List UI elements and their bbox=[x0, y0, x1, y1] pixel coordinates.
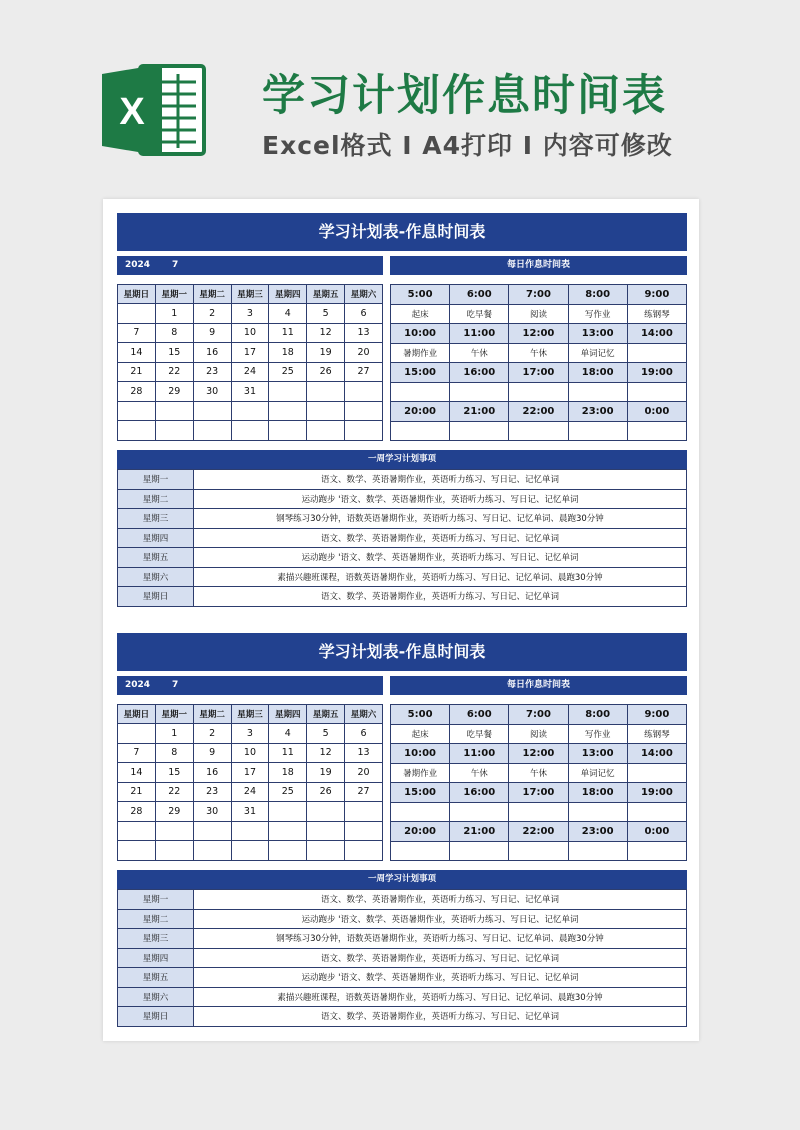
time-cell[interactable]: 9:00 bbox=[627, 705, 686, 725]
time-cell[interactable]: 9:00 bbox=[627, 285, 686, 305]
weekday-label: 星期三 bbox=[118, 509, 194, 529]
calendar-cell[interactable] bbox=[269, 821, 307, 841]
weekday-header: 星期四 bbox=[269, 705, 307, 724]
plan-cell[interactable]: 素描兴趣班课程，语数英语暑期作业，英语听力练习、写日记、记忆单词、晨跑30分钟 bbox=[194, 567, 687, 587]
calendar-cell[interactable] bbox=[345, 382, 383, 402]
calendar-cell[interactable]: 13 bbox=[345, 743, 383, 763]
weekly-plan-row bbox=[118, 968, 687, 988]
activity-cell[interactable]: 写作业 bbox=[568, 304, 627, 324]
activity-cell[interactable] bbox=[627, 763, 686, 783]
weekly-plan-row bbox=[118, 987, 687, 1007]
time-row bbox=[391, 402, 687, 422]
calendar-header-row bbox=[118, 705, 383, 724]
weekly-plan-table bbox=[117, 889, 687, 1027]
calendar-cell[interactable]: 7 bbox=[118, 323, 156, 343]
weekday-label: 星期六 bbox=[118, 987, 194, 1007]
calendar-row bbox=[118, 782, 383, 802]
calendar-cell[interactable] bbox=[345, 421, 383, 441]
year-value[interactable]: 2024 bbox=[125, 680, 151, 690]
time-cell[interactable]: 20:00 bbox=[391, 402, 450, 422]
activity-cell[interactable]: 单词记忆 bbox=[568, 763, 627, 783]
activity-row bbox=[391, 421, 687, 441]
activity-cell[interactable] bbox=[627, 382, 686, 402]
calendar-cell[interactable]: 6 bbox=[345, 724, 383, 744]
calendar-cell[interactable]: 18 bbox=[269, 763, 307, 783]
activity-cell[interactable] bbox=[568, 802, 627, 822]
time-cell[interactable]: 10:00 bbox=[391, 744, 450, 764]
activity-cell[interactable] bbox=[627, 421, 686, 441]
activity-cell[interactable] bbox=[568, 421, 627, 441]
calendar-cell[interactable]: 13 bbox=[345, 323, 383, 343]
calendar-cell[interactable]: 18 bbox=[269, 343, 307, 363]
calendar-row bbox=[118, 382, 383, 402]
calendar-cell[interactable] bbox=[307, 401, 345, 421]
time-cell[interactable]: 13:00 bbox=[568, 744, 627, 764]
time-cell[interactable]: 16:00 bbox=[450, 363, 509, 383]
weekly-plan-row bbox=[118, 587, 687, 607]
month-value[interactable]: 7 bbox=[172, 680, 179, 690]
activity-cell[interactable] bbox=[391, 421, 450, 441]
plan-cell[interactable]: 语文、数学、英语暑期作业，英语听力练习、写日记、记忆单词 bbox=[194, 890, 687, 910]
activity-row bbox=[391, 763, 687, 783]
time-cell[interactable]: 6:00 bbox=[450, 705, 509, 725]
month-value[interactable]: 7 bbox=[172, 260, 179, 270]
calendar-cell[interactable] bbox=[118, 821, 156, 841]
weekly-plan-row bbox=[118, 528, 687, 548]
calendar-cell[interactable] bbox=[118, 724, 156, 744]
calendar-cell[interactable] bbox=[269, 841, 307, 861]
calendar-row bbox=[118, 724, 383, 744]
weekly-plan-row bbox=[118, 1007, 687, 1027]
time-cell[interactable]: 21:00 bbox=[450, 402, 509, 422]
calendar-cell[interactable]: 28 bbox=[118, 802, 156, 822]
weekday-header: 星期一 bbox=[155, 705, 193, 724]
calendar-cell[interactable]: 29 bbox=[155, 802, 193, 822]
time-cell[interactable]: 22:00 bbox=[509, 822, 568, 842]
weekday-header: 星期日 bbox=[118, 285, 156, 304]
calendar-cell[interactable]: 29 bbox=[155, 382, 193, 402]
calendar-cell[interactable]: 22 bbox=[155, 782, 193, 802]
calendar-table bbox=[117, 704, 383, 861]
calendar-header-row bbox=[118, 285, 383, 304]
time-row bbox=[391, 783, 687, 803]
page-header bbox=[0, 0, 800, 190]
activity-cell[interactable] bbox=[627, 343, 686, 363]
plan-cell[interactable]: 语文、数学、英语暑期作业，英语听力练习、写日记、记忆单词 bbox=[194, 470, 687, 490]
time-cell[interactable]: 19:00 bbox=[627, 363, 686, 383]
weekday-label: 星期三 bbox=[118, 929, 194, 949]
calendar-row bbox=[118, 343, 383, 363]
calendar-cell[interactable] bbox=[269, 802, 307, 822]
time-cell[interactable]: 17:00 bbox=[509, 363, 568, 383]
calendar-row bbox=[118, 362, 383, 382]
weekday-label: 星期六 bbox=[118, 567, 194, 587]
sheet-title: 学习计划表-作息时间表 bbox=[117, 213, 687, 251]
sheet-title: 学习计划表-作息时间表 bbox=[117, 633, 687, 671]
calendar-cell[interactable]: 5 bbox=[307, 304, 345, 324]
time-cell[interactable]: 7:00 bbox=[509, 285, 568, 305]
calendar-cell[interactable]: 19 bbox=[307, 763, 345, 783]
calendar-cell[interactable]: 2 bbox=[193, 304, 231, 324]
calendar-cell[interactable] bbox=[269, 401, 307, 421]
calendar-cell[interactable] bbox=[231, 421, 269, 441]
weekday-header: 星期二 bbox=[193, 705, 231, 724]
time-row bbox=[391, 744, 687, 764]
calendar-cell[interactable] bbox=[193, 821, 231, 841]
calendar-cell[interactable]: 17 bbox=[231, 763, 269, 783]
calendar-cell[interactable]: 11 bbox=[269, 743, 307, 763]
activity-cell[interactable]: 练钢琴 bbox=[627, 724, 686, 744]
time-cell[interactable]: 17:00 bbox=[509, 783, 568, 803]
plan-cell[interactable]: 运动跑步 '语文、数学、英语暑期作业，英语听力练习、写日记、记忆单词 bbox=[194, 909, 687, 929]
calendar-cell[interactable]: 7 bbox=[118, 743, 156, 763]
daily-schedule-table bbox=[390, 284, 687, 441]
calendar-cell[interactable]: 16 bbox=[193, 763, 231, 783]
calendar-cell[interactable]: 26 bbox=[307, 782, 345, 802]
calendar-cell[interactable] bbox=[155, 421, 193, 441]
activity-cell[interactable] bbox=[568, 382, 627, 402]
calendar-cell[interactable]: 23 bbox=[193, 362, 231, 382]
calendar-cell[interactable]: 26 bbox=[307, 362, 345, 382]
weekday-header: 星期五 bbox=[307, 705, 345, 724]
weekday-label: 星期五 bbox=[118, 968, 194, 988]
weekday-label: 星期日 bbox=[118, 587, 194, 607]
calendar-cell[interactable]: 8 bbox=[155, 743, 193, 763]
calendar-cell[interactable]: 3 bbox=[231, 724, 269, 744]
calendar-cell[interactable]: 4 bbox=[269, 304, 307, 324]
weekday-label: 星期一 bbox=[118, 890, 194, 910]
time-cell[interactable]: 18:00 bbox=[568, 783, 627, 803]
calendar-row bbox=[118, 841, 383, 861]
time-cell[interactable]: 18:00 bbox=[568, 363, 627, 383]
calendar-cell[interactable] bbox=[118, 841, 156, 861]
activity-cell[interactable]: 午休 bbox=[450, 763, 509, 783]
activity-row bbox=[391, 382, 687, 402]
calendar-cell[interactable] bbox=[345, 841, 383, 861]
time-row bbox=[391, 324, 687, 344]
activity-cell[interactable]: 午休 bbox=[509, 343, 568, 363]
calendar-cell[interactable]: 27 bbox=[345, 362, 383, 382]
calendar-cell[interactable] bbox=[269, 382, 307, 402]
calendar-cell[interactable]: 15 bbox=[155, 763, 193, 783]
daily-schedule-title: 每日作息时间表 bbox=[390, 676, 687, 695]
weekday-label: 星期日 bbox=[118, 1007, 194, 1027]
activity-cell[interactable] bbox=[509, 802, 568, 822]
time-cell[interactable]: 14:00 bbox=[627, 744, 686, 764]
time-row bbox=[391, 363, 687, 383]
plan-cell[interactable]: 语文、数学、英语暑期作业，英语听力练习、写日记、记忆单词 bbox=[194, 528, 687, 548]
calendar-cell[interactable]: 12 bbox=[307, 743, 345, 763]
activity-cell[interactable] bbox=[509, 382, 568, 402]
weekly-plan-row bbox=[118, 909, 687, 929]
time-cell[interactable]: 14:00 bbox=[627, 324, 686, 344]
calendar-cell[interactable]: 9 bbox=[193, 323, 231, 343]
calendar-cell[interactable]: 3 bbox=[231, 304, 269, 324]
activity-cell[interactable] bbox=[450, 382, 509, 402]
weekday-label: 星期一 bbox=[118, 470, 194, 490]
weekday-header: 星期六 bbox=[345, 285, 383, 304]
time-cell[interactable]: 5:00 bbox=[391, 705, 450, 725]
calendar-cell[interactable] bbox=[193, 401, 231, 421]
calendar-row bbox=[118, 821, 383, 841]
calendar-cell[interactable] bbox=[231, 841, 269, 861]
calendar-cell[interactable] bbox=[118, 421, 156, 441]
daily-schedule-title: 每日作息时间表 bbox=[390, 256, 687, 275]
calendar-cell[interactable] bbox=[231, 401, 269, 421]
calendar-cell[interactable]: 22 bbox=[155, 362, 193, 382]
calendar-cell[interactable]: 14 bbox=[118, 763, 156, 783]
time-cell[interactable]: 5:00 bbox=[391, 285, 450, 305]
activity-cell[interactable] bbox=[450, 802, 509, 822]
calendar-cell[interactable] bbox=[269, 421, 307, 441]
schedule-sheet bbox=[117, 633, 687, 1028]
activity-cell[interactable] bbox=[391, 382, 450, 402]
activity-cell[interactable] bbox=[391, 802, 450, 822]
calendar-cell[interactable]: 1 bbox=[155, 304, 193, 324]
schedule-sheet bbox=[117, 213, 687, 608]
activity-cell[interactable]: 练钢琴 bbox=[627, 304, 686, 324]
plan-cell[interactable]: 运动跑步 '语文、数学、英语暑期作业，英语听力练习、写日记、记忆单词 bbox=[194, 489, 687, 509]
time-cell[interactable]: 0:00 bbox=[627, 402, 686, 422]
weekday-header: 星期一 bbox=[155, 285, 193, 304]
activity-cell[interactable]: 单词记忆 bbox=[568, 343, 627, 363]
time-cell[interactable]: 6:00 bbox=[450, 285, 509, 305]
activity-row bbox=[391, 841, 687, 861]
calendar-cell[interactable] bbox=[345, 821, 383, 841]
plan-cell[interactable]: 语文、数学、英语暑期作业，英语听力练习、写日记、记忆单词 bbox=[194, 587, 687, 607]
activity-cell[interactable]: 阅读 bbox=[509, 724, 568, 744]
time-cell[interactable]: 12:00 bbox=[509, 744, 568, 764]
year-month-bar bbox=[117, 676, 383, 695]
time-cell[interactable]: 16:00 bbox=[450, 783, 509, 803]
calendar-cell[interactable] bbox=[193, 841, 231, 861]
document-paper bbox=[103, 199, 699, 1041]
time-cell[interactable]: 20:00 bbox=[391, 822, 450, 842]
calendar-row bbox=[118, 323, 383, 343]
activity-row bbox=[391, 304, 687, 324]
calendar-row bbox=[118, 421, 383, 441]
weekday-header: 星期日 bbox=[118, 705, 156, 724]
weekly-plan-row bbox=[118, 509, 687, 529]
weekly-plan-row bbox=[118, 567, 687, 587]
calendar-cell[interactable]: 4 bbox=[269, 724, 307, 744]
calendar-cell[interactable] bbox=[307, 382, 345, 402]
time-cell[interactable]: 21:00 bbox=[450, 822, 509, 842]
weekday-header: 星期六 bbox=[345, 705, 383, 724]
calendar-row bbox=[118, 743, 383, 763]
activity-cell[interactable] bbox=[509, 841, 568, 861]
calendar-cell[interactable] bbox=[231, 821, 269, 841]
activity-cell[interactable] bbox=[450, 421, 509, 441]
time-cell[interactable]: 15:00 bbox=[391, 363, 450, 383]
activity-cell[interactable] bbox=[568, 841, 627, 861]
calendar-cell[interactable]: 27 bbox=[345, 782, 383, 802]
plan-cell[interactable]: 语文、数学、英语暑期作业，英语听力练习、写日记、记忆单词 bbox=[194, 1007, 687, 1027]
calendar-cell[interactable]: 20 bbox=[345, 343, 383, 363]
activity-row bbox=[391, 724, 687, 744]
plan-cell[interactable]: 素描兴趣班课程，语数英语暑期作业，英语听力练习、写日记、记忆单词、晨跑30分钟 bbox=[194, 987, 687, 1007]
calendar-cell[interactable]: 14 bbox=[118, 343, 156, 363]
calendar-row bbox=[118, 401, 383, 421]
weekly-plan-row bbox=[118, 929, 687, 949]
calendar-cell[interactable]: 31 bbox=[231, 382, 269, 402]
weekly-plan-title: 一周学习计划事项 bbox=[117, 450, 687, 469]
calendar-row bbox=[118, 763, 383, 783]
calendar-row bbox=[118, 802, 383, 822]
calendar-cell[interactable] bbox=[307, 421, 345, 441]
weekly-plan-table bbox=[117, 469, 687, 607]
time-cell[interactable]: 10:00 bbox=[391, 324, 450, 344]
calendar-cell[interactable]: 10 bbox=[231, 743, 269, 763]
weekly-plan-title: 一周学习计划事项 bbox=[117, 870, 687, 889]
activity-cell[interactable] bbox=[391, 841, 450, 861]
time-cell[interactable]: 8:00 bbox=[568, 285, 627, 305]
time-cell[interactable]: 11:00 bbox=[450, 324, 509, 344]
weekday-header: 星期四 bbox=[269, 285, 307, 304]
calendar-cell[interactable]: 12 bbox=[307, 323, 345, 343]
calendar-cell[interactable]: 30 bbox=[193, 802, 231, 822]
time-cell[interactable]: 23:00 bbox=[568, 822, 627, 842]
calendar-cell[interactable]: 23 bbox=[193, 782, 231, 802]
weekday-label: 星期二 bbox=[118, 909, 194, 929]
daily-schedule-table bbox=[390, 704, 687, 861]
calendar-cell[interactable]: 21 bbox=[118, 782, 156, 802]
year-value[interactable]: 2024 bbox=[125, 260, 151, 270]
calendar-cell[interactable]: 25 bbox=[269, 362, 307, 382]
time-cell[interactable]: 8:00 bbox=[568, 705, 627, 725]
activity-cell[interactable] bbox=[509, 421, 568, 441]
calendar-cell[interactable]: 24 bbox=[231, 362, 269, 382]
calendar-cell[interactable]: 1 bbox=[155, 724, 193, 744]
calendar-cell[interactable] bbox=[307, 802, 345, 822]
weekday-label: 星期四 bbox=[118, 948, 194, 968]
calendar-cell[interactable] bbox=[155, 821, 193, 841]
activity-cell[interactable]: 吃早餐 bbox=[450, 724, 509, 744]
calendar-cell[interactable]: 10 bbox=[231, 323, 269, 343]
weekday-label: 星期五 bbox=[118, 548, 194, 568]
weekly-plan-row bbox=[118, 890, 687, 910]
time-cell[interactable]: 13:00 bbox=[568, 324, 627, 344]
calendar-cell[interactable]: 15 bbox=[155, 343, 193, 363]
calendar-cell[interactable] bbox=[155, 401, 193, 421]
activity-cell[interactable]: 午休 bbox=[450, 343, 509, 363]
calendar-cell[interactable] bbox=[193, 421, 231, 441]
activity-cell[interactable]: 吃早餐 bbox=[450, 304, 509, 324]
time-cell[interactable]: 12:00 bbox=[509, 324, 568, 344]
page-title: 学习计划作息时间表 bbox=[262, 71, 667, 121]
time-cell[interactable]: 15:00 bbox=[391, 783, 450, 803]
plan-cell[interactable]: 钢琴练习30分钟，语数英语暑期作业，英语听力练习、写日记、记忆单词、晨跑30分钟 bbox=[194, 929, 687, 949]
time-row bbox=[391, 285, 687, 305]
excel-icon bbox=[100, 60, 208, 160]
calendar-cell[interactable]: 20 bbox=[345, 763, 383, 783]
calendar-cell[interactable]: 30 bbox=[193, 382, 231, 402]
plan-cell[interactable]: 钢琴练习30分钟，语数英语暑期作业，英语听力练习、写日记、记忆单词、晨跑30分钟 bbox=[194, 509, 687, 529]
weekday-header: 星期三 bbox=[231, 705, 269, 724]
page-subtitle: Excel格式 Ⅰ A4打印 Ⅰ 内容可修改 bbox=[262, 131, 673, 160]
calendar-cell[interactable]: 2 bbox=[193, 724, 231, 744]
weekly-plan-row bbox=[118, 948, 687, 968]
calendar-cell[interactable] bbox=[155, 841, 193, 861]
activity-cell[interactable]: 起床 bbox=[391, 724, 450, 744]
calendar-cell[interactable]: 17 bbox=[231, 343, 269, 363]
calendar-cell[interactable]: 6 bbox=[345, 304, 383, 324]
activity-cell[interactable]: 写作业 bbox=[568, 724, 627, 744]
activity-cell[interactable] bbox=[627, 841, 686, 861]
activity-cell[interactable]: 起床 bbox=[391, 304, 450, 324]
calendar-table bbox=[117, 284, 383, 441]
calendar-cell[interactable]: 5 bbox=[307, 724, 345, 744]
calendar-cell[interactable]: 24 bbox=[231, 782, 269, 802]
time-cell[interactable]: 22:00 bbox=[509, 402, 568, 422]
activity-cell[interactable]: 暑期作业 bbox=[391, 763, 450, 783]
plan-cell[interactable]: 运动跑步 '语文、数学、英语暑期作业，英语听力练习、写日记、记忆单词 bbox=[194, 548, 687, 568]
time-row bbox=[391, 705, 687, 725]
time-cell[interactable]: 7:00 bbox=[509, 705, 568, 725]
weekday-label: 星期四 bbox=[118, 528, 194, 548]
calendar-cell[interactable]: 21 bbox=[118, 362, 156, 382]
calendar-cell[interactable] bbox=[307, 841, 345, 861]
plan-cell[interactable]: 运动跑步 '语文、数学、英语暑期作业，英语听力练习、写日记、记忆单词 bbox=[194, 968, 687, 988]
calendar-cell[interactable]: 8 bbox=[155, 323, 193, 343]
activity-cell[interactable] bbox=[627, 802, 686, 822]
activity-cell[interactable]: 午休 bbox=[509, 763, 568, 783]
activity-cell[interactable]: 暑期作业 bbox=[391, 343, 450, 363]
calendar-cell[interactable]: 28 bbox=[118, 382, 156, 402]
logo-letter: X bbox=[119, 91, 145, 133]
time-cell[interactable]: 23:00 bbox=[568, 402, 627, 422]
time-cell[interactable]: 11:00 bbox=[450, 744, 509, 764]
calendar-cell[interactable]: 25 bbox=[269, 782, 307, 802]
activity-row bbox=[391, 343, 687, 363]
calendar-cell[interactable] bbox=[118, 401, 156, 421]
calendar-cell[interactable] bbox=[345, 802, 383, 822]
weekly-plan-row bbox=[118, 548, 687, 568]
calendar-cell[interactable]: 31 bbox=[231, 802, 269, 822]
calendar-cell[interactable]: 11 bbox=[269, 323, 307, 343]
time-row bbox=[391, 822, 687, 842]
activity-cell[interactable]: 阅读 bbox=[509, 304, 568, 324]
calendar-cell[interactable] bbox=[307, 821, 345, 841]
calendar-cell[interactable]: 16 bbox=[193, 343, 231, 363]
weekly-plan-row bbox=[118, 489, 687, 509]
activity-row bbox=[391, 802, 687, 822]
plan-cell[interactable]: 语文、数学、英语暑期作业，英语听力练习、写日记、记忆单词 bbox=[194, 948, 687, 968]
weekday-header: 星期三 bbox=[231, 285, 269, 304]
calendar-row bbox=[118, 304, 383, 324]
calendar-cell[interactable]: 9 bbox=[193, 743, 231, 763]
weekly-plan-row bbox=[118, 470, 687, 490]
calendar-cell[interactable] bbox=[345, 401, 383, 421]
year-month-bar bbox=[117, 256, 383, 275]
calendar-cell[interactable] bbox=[118, 304, 156, 324]
weekday-header: 星期五 bbox=[307, 285, 345, 304]
weekday-header: 星期二 bbox=[193, 285, 231, 304]
activity-cell[interactable] bbox=[450, 841, 509, 861]
time-cell[interactable]: 19:00 bbox=[627, 783, 686, 803]
weekday-label: 星期二 bbox=[118, 489, 194, 509]
time-cell[interactable]: 0:00 bbox=[627, 822, 686, 842]
calendar-cell[interactable]: 19 bbox=[307, 343, 345, 363]
